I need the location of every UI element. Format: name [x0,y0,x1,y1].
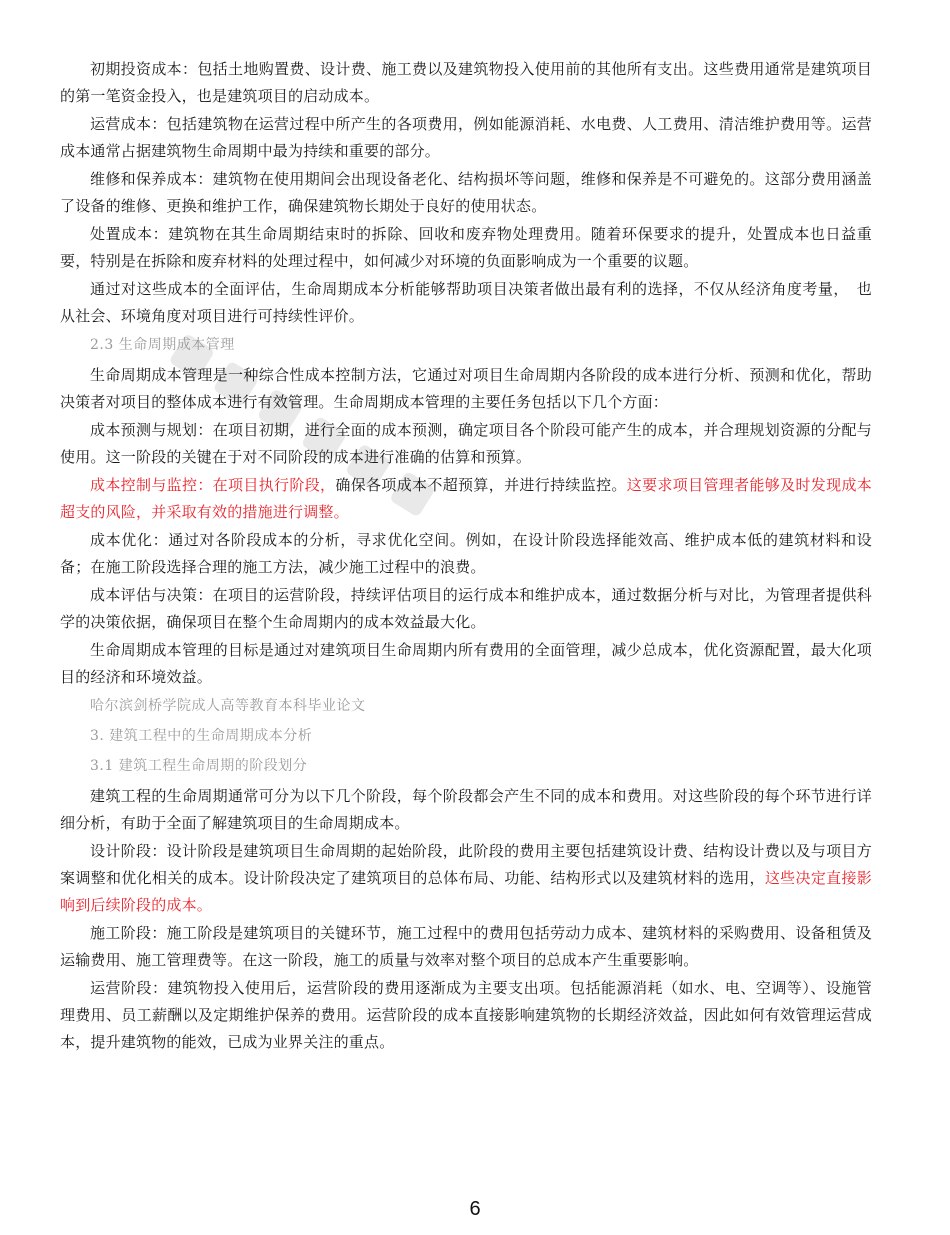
paragraph-comprehensive-evaluation: 通过对这些成本的全面评估，生命周期成本分析能够帮助项目决策者做出最有利的选择，不仅从经济角度考量， 也从社会、环境角度对项目进行可持续性评价。 [60,280,872,325]
section-heading-2-3: 2.3 生命周期成本管理 [90,337,235,353]
paragraph-initial-investment: 初期投资成本：包括土地购置费、设计费、施工费以及建筑物投入使用前的其他所有支出。这些费用通常是建筑项目的第一笔资金投入，也是建筑项目的启动成本。 [60,60,872,105]
paragraph-disposal-cost: 处置成本：建筑物在其生命周期结束时的拆除、回收和废弃物处理费用。随着环保要求的提升，处置成本也日益重要，特别是在拆除和废弃材料的处理过程中，如何减少对环境的负面影响成为一个重要的议题。 [60,225,872,270]
highlight-red-text: 成本控制与监控：在项目执行阶段， [90,476,336,494]
paragraph-cost-optimization: 成本优化：通过对各阶段成本的分析，寻求优化空间。例如，在设计阶段选择能效高、维护成本低的建筑材料和设备；在施工阶段选择合理的施工方法，减少施工过程中的浪费。 [60,531,872,576]
paragraph-maintenance-cost: 维修和保养成本：建筑物在使用期间会出现设备老化、结构损坏等问题，维修和保养是不可避免的。这部分费用涵盖了设备的维修、更换和维护工作，确保建筑物长期处于良好的使用状态。 [60,170,872,215]
paragraph-text: 确保各项成本不超预算，并进行持续监控。 [335,476,627,494]
paragraph-text: 设计阶段：设计阶段是建筑项目生命周期的起始阶段，此阶段的费用主要包括建筑设计费、结构设计费以及与项目方案调整和优化相关的成本。设计阶段决定了建筑项目的总体布局、功能、结构形式以及建筑材料的选用， [60,842,872,887]
highlight-red-text: 这要求项目管理者能够及时发现成本超支的风险，并采取有效的措施进行调整。 [60,476,873,521]
body-text [60,56,872,1057]
section-heading-3: 3. 建筑工程中的生命周期成本分析 [90,728,313,744]
paragraph-lcc-management: 生命周期成本管理是一种综合性成本控制方法，它通过对项目生命周期内各阶段的成本进行分析、预测和优化，帮助决策者对项目的整体成本进行有效管理。生命周期成本管理的主要任务包括以下几个方面： [60,366,872,411]
paragraph-lifecycle-stages: 建筑工程的生命周期通常可分为以下几个阶段，每个阶段都会产生不同的成本和费用。对这些阶段的每个环节进行详细分析，有助于全面了解建筑项目的生命周期成本。 [60,787,872,832]
paragraph-cost-control [60,472,872,526]
section-heading-3-1: 3.1 建筑工程生命周期的阶段划分 [90,758,308,774]
paragraph-operation-stage: 运营阶段：建筑物投入使用后，运营阶段的费用逐渐成为主要支出项。包括能源消耗（如水、电、空调等）、设施管理费用、员工薪酬以及定期维护保养的费用。运营阶段的成本直接影响建筑物的长期经济效益，因此如何有效管理运营成本，提升建筑物的能效，已成为业界关注的重点。 [60,979,872,1051]
paragraph-construction-stage: 施工阶段：施工阶段是建筑项目的关键环节，施工过程中的费用包括劳动力成本、建筑材料的采购费用、设备租赁及运输费用、施工管理费等。在这一阶段，施工的质量与效率对整个项目的总成本产生重要影响。 [60,924,872,969]
paragraph-cost-forecast: 成本预测与规划：在项目初期，进行全面的成本预测，确定项目各个阶段可能产生的成本，并合理规划资源的分配与使用。这一阶段的关键在于对不同阶段的成本进行准确的估算和预算。 [60,421,872,466]
page-number: 6 [469,1198,481,1220]
paragraph-lcc-goal: 生命周期成本管理的目标是通过对建筑项目生命周期内所有费用的全面管理，减少总成本，优化资源配置，最大化项目的经济和环境效益。 [60,641,872,686]
running-header-institution: 哈尔滨剑桥学院成人高等教育本科毕业论文 [90,698,366,714]
paragraph-operating-cost: 运营成本：包括建筑物在运营过程中所产生的各项费用，例如能源消耗、水电费、人工费用、清洁维护费用等。运营成本通常占据建筑物生命周期中最为持续和重要的部分。 [60,115,872,160]
paragraph-design-stage [60,838,872,919]
paragraph-cost-evaluation: 成本评估与决策：在项目的运营阶段，持续评估项目的运行成本和维护成本，通过数据分析与对比，为管理者提供科学的决策依据，确保项目在整个生命周期内的成本效益最大化。 [60,586,872,631]
highlight-red-text: 这些决定直接影响到后续阶段的成本。 [60,869,872,914]
